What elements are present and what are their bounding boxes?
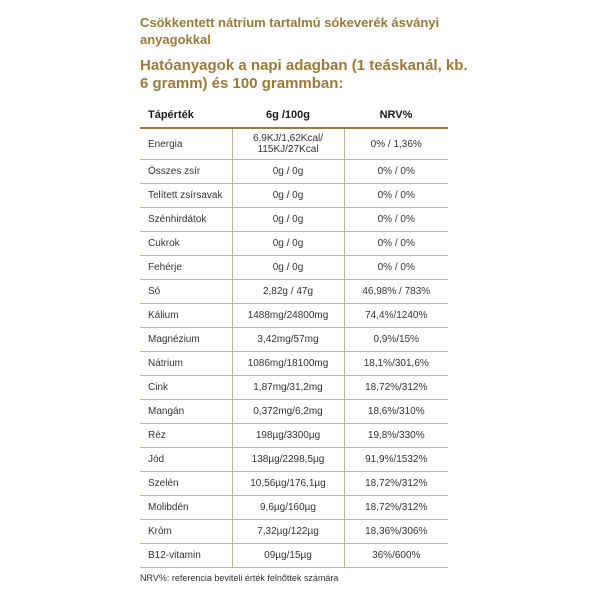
nutrient-name: Réz — [140, 424, 232, 448]
nutrient-name: Magnézium — [140, 328, 232, 352]
nutrient-amount: 138µg/2298,5µg — [232, 448, 344, 472]
column-header-amount: 6g /100g — [232, 103, 344, 128]
column-header-nrv: NRV% — [344, 103, 448, 128]
nutrient-amount: 2,82g / 47g — [232, 280, 344, 304]
nutrient-nrv: 46,98% / 783% — [344, 280, 448, 304]
table-row — [140, 400, 448, 424]
nutrient-name: Szénhirdátok — [140, 208, 232, 232]
column-header-nutrient: Tápérték — [140, 103, 232, 128]
table-row — [140, 424, 448, 448]
nrv-footnote: NRV%: referencia beviteli érték felnőttek számára — [140, 573, 339, 583]
nutrient-amount: 0g / 0g — [232, 232, 344, 256]
table-row — [140, 520, 448, 544]
table-row — [140, 208, 448, 232]
table-row — [140, 544, 448, 568]
nutrient-amount: 1,87mg/31,2mg — [232, 376, 344, 400]
table-header-row — [140, 103, 448, 128]
nutrient-amount: 0g / 0g — [232, 208, 344, 232]
table-row — [140, 304, 448, 328]
nutrient-nrv: 0% / 0% — [344, 160, 448, 184]
nutrient-name: Molibdén — [140, 496, 232, 520]
nutrient-name: Szelén — [140, 472, 232, 496]
nutrient-name: Energia — [140, 128, 232, 160]
section-heading: Hatóanyagok a napi adagban (1 teáskanál, kb. 6 gramm) és 100 grammban: — [140, 57, 468, 92]
nutrient-name: Összes zsír — [140, 160, 232, 184]
nutrient-nrv: 0% / 0% — [344, 208, 448, 232]
nutrient-name: Fehérje — [140, 256, 232, 280]
nutrient-name: B12-vitamin — [140, 544, 232, 568]
nutrient-amount: 7,32µg/122µg — [232, 520, 344, 544]
nutrient-nrv: 18,1%/301,6% — [344, 352, 448, 376]
table-row — [140, 472, 448, 496]
table-row — [140, 232, 448, 256]
nutrient-name: Jód — [140, 448, 232, 472]
nutrient-name: Cink — [140, 376, 232, 400]
table-row — [140, 184, 448, 208]
table-row — [140, 448, 448, 472]
nutrient-nrv: 0% / 0% — [344, 232, 448, 256]
nutrient-nrv: 18,72%/312% — [344, 472, 448, 496]
nutrient-nrv: 0,9%/15% — [344, 328, 448, 352]
nutrient-name: Só — [140, 280, 232, 304]
nutrient-name: Nátrium — [140, 352, 232, 376]
nutrient-nrv: 74,4%/1240% — [344, 304, 448, 328]
table-row — [140, 496, 448, 520]
nutrient-name: Cukrok — [140, 232, 232, 256]
table-row — [140, 352, 448, 376]
nutrient-amount: 1086mg/18100mg — [232, 352, 344, 376]
nutrient-name: Kálium — [140, 304, 232, 328]
table-row — [140, 128, 448, 160]
nutrient-nrv: 0% / 0% — [344, 184, 448, 208]
nutrient-nrv: 18,72%/312% — [344, 376, 448, 400]
nutrient-amount: 9,6µg/160µg — [232, 496, 344, 520]
nutrient-amount: 198µg/3300µg — [232, 424, 344, 448]
product-subtitle: Csökkentett nátrium tartalmú sókeverék ásványi anyagokkal — [140, 15, 440, 47]
nutrient-amount: 0g / 0g — [232, 184, 344, 208]
nutrient-nrv: 0% / 0% — [344, 256, 448, 280]
table-row — [140, 328, 448, 352]
nutrient-amount: 0g / 0g — [232, 160, 344, 184]
nutrient-nrv: 91,9%/1532% — [344, 448, 448, 472]
nutrient-name: Telített zsírsavak — [140, 184, 232, 208]
nutrient-name: Mangán — [140, 400, 232, 424]
nutrient-nrv: 0% / 1,36% — [344, 128, 448, 160]
nutrient-amount: 09µg/15µg — [232, 544, 344, 568]
nutrient-name: Króm — [140, 520, 232, 544]
nutrient-nrv: 18,36%/306% — [344, 520, 448, 544]
nutrient-amount: 0,372mg/6,2mg — [232, 400, 344, 424]
table-row — [140, 256, 448, 280]
nutrient-amount: 1488mg/24800mg — [232, 304, 344, 328]
table-row — [140, 160, 448, 184]
nutrition-table — [140, 103, 448, 568]
nutrient-amount: 10,56µg/176,1µg — [232, 472, 344, 496]
nutrient-nrv: 18,6%/310% — [344, 400, 448, 424]
nutrient-amount: 0g / 0g — [232, 256, 344, 280]
nutrient-amount: 3,42mg/57mg — [232, 328, 344, 352]
table-row — [140, 280, 448, 304]
nutrient-amount: 6,9KJ/1,62Kcal/ 115KJ/27Kcal — [232, 128, 344, 160]
table-row — [140, 376, 448, 400]
nutrient-nrv: 36%/600% — [344, 544, 448, 568]
nutrient-nrv: 18,72%/312% — [344, 496, 448, 520]
nutrient-nrv: 19,8%/330% — [344, 424, 448, 448]
